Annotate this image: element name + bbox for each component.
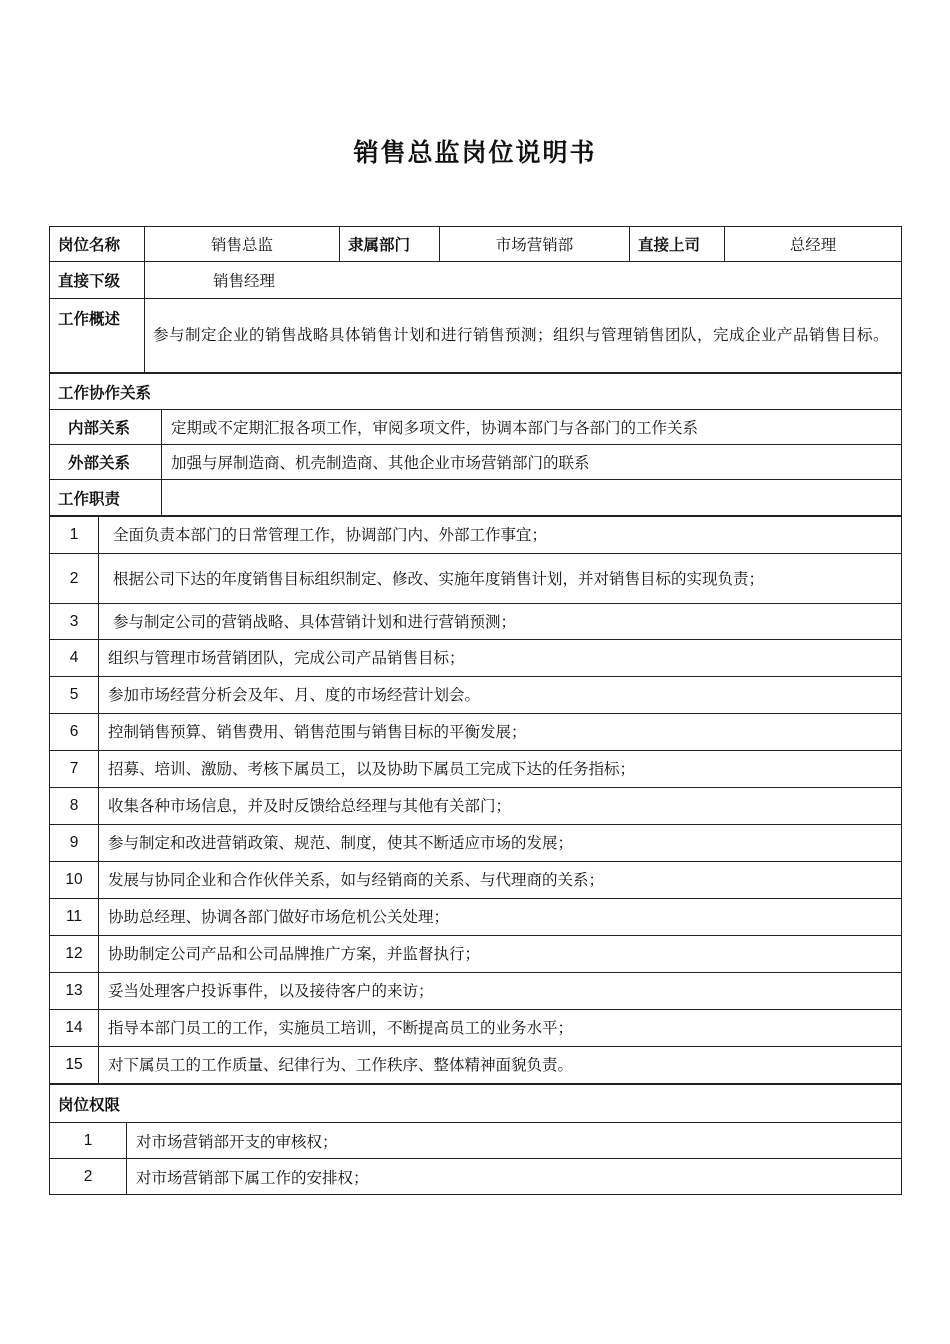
job-description-form (49, 226, 901, 1195)
duty-number: 5 (50, 677, 99, 714)
duty-row (50, 862, 902, 899)
duty-number: 11 (50, 899, 99, 936)
duty-row (50, 1047, 902, 1084)
duty-row (50, 936, 902, 973)
duty-number: 9 (50, 825, 99, 862)
external-relations-label: 外部关系 (50, 445, 162, 480)
internal-relations-text: 定期或不定期汇报各项工作，审阅多项文件，协调本部门与各部门的工作关系 (162, 410, 902, 445)
duty-text: 对下属员工的工作质量、纪律行为、工作秩序、整体精神面貌负责。 (99, 1047, 902, 1084)
duty-number: 10 (50, 862, 99, 899)
authority-row (50, 1159, 902, 1195)
duty-number: 7 (50, 751, 99, 788)
superior-label: 直接上司 (630, 227, 725, 262)
duty-number: 13 (50, 973, 99, 1010)
authority-table (49, 1084, 902, 1195)
subordinate-value: 销售经理 (145, 262, 902, 299)
duty-row (50, 714, 902, 751)
internal-relations-label: 内部关系 (50, 410, 162, 445)
duty-row (50, 899, 902, 936)
header-table (49, 226, 902, 373)
duty-row (50, 788, 902, 825)
duty-row (50, 751, 902, 788)
duty-text: 招募、培训、激励、考核下属员工，以及协助下属员工完成下达的任务指标； (99, 751, 902, 788)
post-name-label: 岗位名称 (50, 227, 145, 262)
duty-text: 根据公司下达的年度销售目标组织制定、修改、实施年度销售计划，并对销售目标的实现负责； (99, 554, 902, 604)
duty-text: 协助总经理、协调各部门做好市场危机公关处理； (99, 899, 902, 936)
authority-label: 岗位权限 (50, 1085, 902, 1123)
duty-row (50, 825, 902, 862)
duty-number: 2 (50, 554, 99, 604)
duty-number: 12 (50, 936, 99, 973)
duty-row (50, 973, 902, 1010)
authority-number: 1 (50, 1123, 127, 1159)
duties-label-blank (162, 480, 902, 516)
duty-text: 全面负责本部门的日常管理工作，协调部门内、外部工作事宜； (99, 517, 902, 554)
duty-text: 收集各种市场信息，并及时反馈给总经理与其他有关部门； (99, 788, 902, 825)
duty-number: 15 (50, 1047, 99, 1084)
overview-text: 参与制定企业的销售战略具体销售计划和进行销售预测；组织与管理销售团队，完成企业产品销售目标。 (145, 299, 902, 373)
duty-row (50, 604, 902, 640)
duty-row (50, 1010, 902, 1047)
superior-value: 总经理 (725, 227, 902, 262)
duty-row (50, 677, 902, 714)
relations-table (49, 373, 902, 516)
duty-text: 参与制定和改进营销政策、规范、制度，使其不断适应市场的发展； (99, 825, 902, 862)
duty-number: 1 (50, 517, 99, 554)
duty-text: 控制销售预算、销售费用、销售范围与销售目标的平衡发展； (99, 714, 902, 751)
duty-text: 指导本部门员工的工作，实施员工培训，不断提高员工的业务水平； (99, 1010, 902, 1047)
external-relations-text: 加强与屏制造商、机壳制造商、其他企业市场营销部门的联系 (162, 445, 902, 480)
duty-number: 4 (50, 640, 99, 677)
duty-text: 发展与协同企业和合作伙伴关系，如与经销商的关系、与代理商的关系； (99, 862, 902, 899)
duty-text: 参与制定公司的营销战略、具体营销计划和进行营销预测； (99, 604, 902, 640)
duties-label: 工作职责 (50, 480, 162, 516)
post-name-value: 销售总监 (145, 227, 340, 262)
authority-text: 对市场营销部开支的审核权； (127, 1123, 902, 1159)
dept-label: 隶属部门 (340, 227, 440, 262)
duty-text: 妥当处理客户投诉事件，以及接待客户的来访； (99, 973, 902, 1010)
duty-row (50, 640, 902, 677)
duty-row (50, 554, 902, 604)
authority-row (50, 1123, 902, 1159)
duty-number: 3 (50, 604, 99, 640)
authority-text: 对市场营销部下属工作的安排权； (127, 1159, 902, 1195)
duties-table (49, 516, 902, 1084)
duty-number: 14 (50, 1010, 99, 1047)
duty-number: 8 (50, 788, 99, 825)
duty-text: 组织与管理市场营销团队，完成公司产品销售目标； (99, 640, 902, 677)
relations-label: 工作协作关系 (50, 374, 902, 410)
duty-number: 6 (50, 714, 99, 751)
duty-text: 协助制定公司产品和公司品牌推广方案，并监督执行； (99, 936, 902, 973)
duty-row (50, 517, 902, 554)
duty-text: 参加市场经营分析会及年、月、度的市场经营计划会。 (99, 677, 902, 714)
authority-number: 2 (50, 1159, 127, 1195)
subordinate-label: 直接下级 (50, 262, 145, 299)
overview-label: 工作概述 (50, 299, 145, 373)
page-title: 销售总监岗位说明书 (353, 138, 597, 167)
dept-value: 市场营销部 (440, 227, 630, 262)
